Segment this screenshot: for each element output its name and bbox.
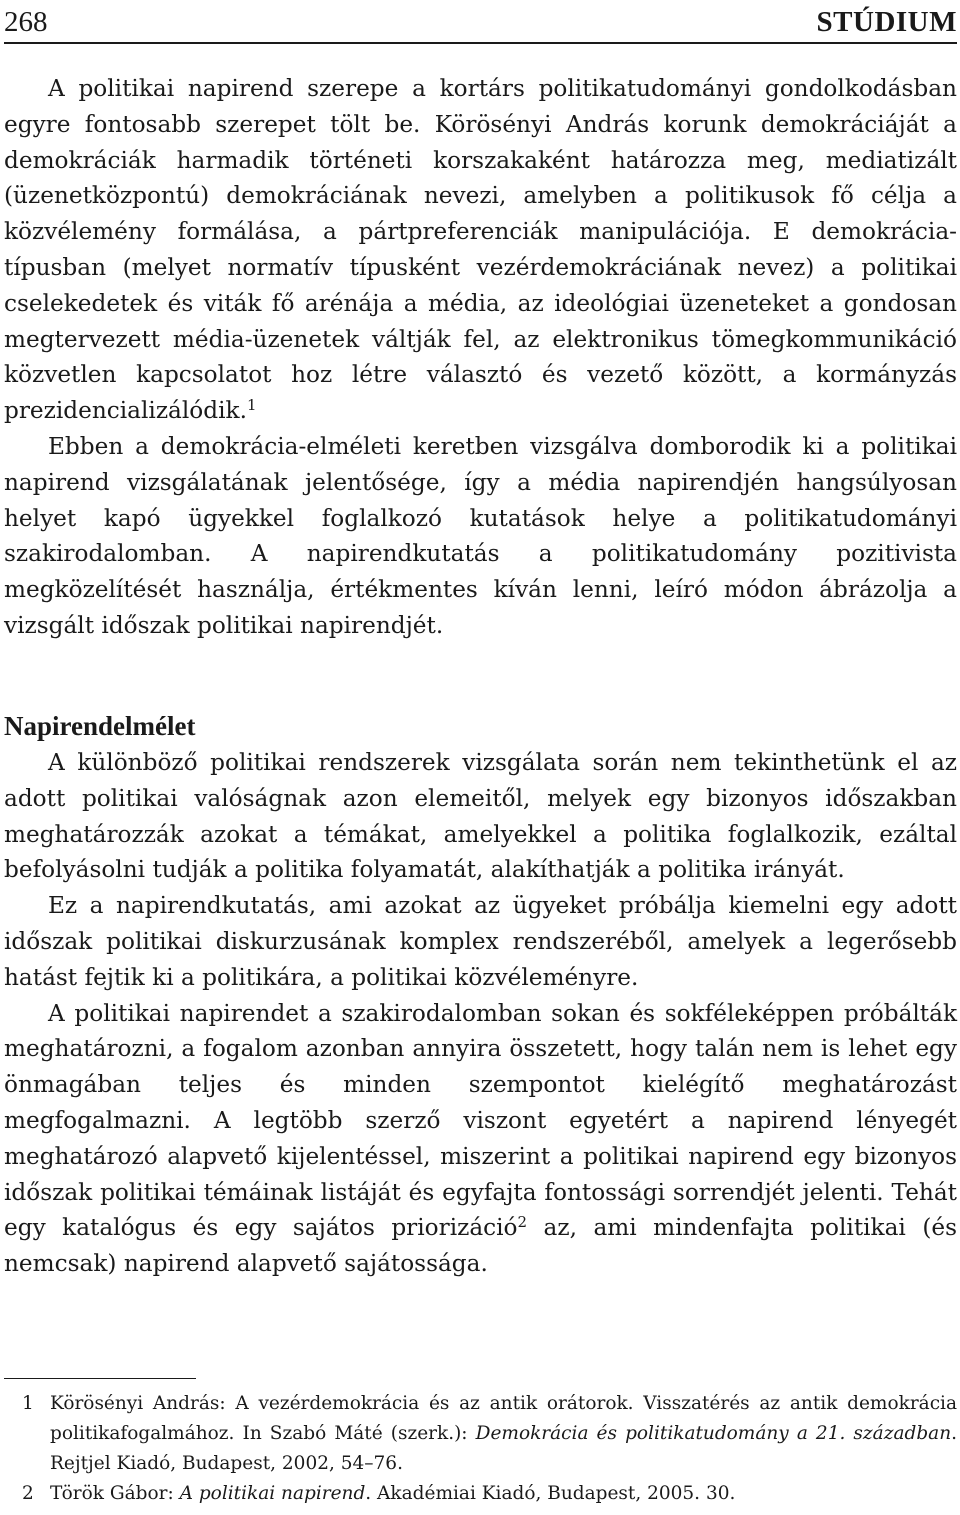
page-header — [4, 4, 957, 44]
footnote-ref[interactable]: 1 — [246, 396, 257, 415]
footnote-number: 1 — [22, 1393, 34, 1414]
paragraph: A különböző politikai rendszerek vizsgálata során nem tekinthetünk el az adott politikai valóságnak azon elemeitől, melyek egy bizonyos időszakban meghatározzák azokat a témákat, amelyekkel a politika foglalkozik, ezáltal befolyásolni tudják a politika folyamatát, alakíthatják a politika irányát. — [4, 749, 957, 884]
footnotes — [4, 1389, 957, 1509]
footnote-text: Körösényi András: A vezérdemokrácia és az antik orátorok. Visszatérés az antik demokrácia politikafogalmához. In Szabó Máté (szerk.): Demokrácia és politikatudomány a 21. században. Rejtjel Kiadó, Budapest, 2002, 54–76. — [50, 1393, 957, 1474]
footnote-divider — [4, 1378, 196, 1379]
napirendelmelet-section — [4, 745, 957, 1282]
footnote-text: Török Gábor: A politikai napirend. Akadémiai Kiadó, Budapest, 2005. 30. — [50, 1483, 736, 1504]
section-heading: Napirendelmélet — [4, 711, 196, 741]
intro-section — [4, 71, 957, 644]
paragraph: A politikai napirend szerepe a kortárs politikatudományi gondolkodásban egyre fontosabb szerepet tölt be. Körösényi András korunk demokráciáját a demokráciák harmadik történeti korszakaként határozza meg, mediatizált (üzenetközpontú) demokráciának nevezi, amelyben a politikusok fő célja a közvélemény formálása, a pártpreferenciák manipulációja. E demokrácia-típusban (melyet normatív típusként vezérdemokráciának nevez) a politikai cselekedetek és viták fő arénája a média, az ideológiai üzeneteket a gondosan megtervezett média-üzenetek váltják fel, az elektronikus tömegkommunikáció közvetlen kapcsolatot hoz létre választó és vezető között, a kormányzás prezidencializálódik.$^1$ — [4, 75, 957, 425]
page-number: 268 — [4, 6, 48, 38]
journal-title: STÚDIUM — [816, 6, 957, 38]
footnote — [4, 1389, 957, 1479]
paragraph: A politikai napirendet a szakirodalomban sokan és sokféleképpen próbálták meghatározni, a fogalom azonban annyira összetett, hogy talán nem is lehet egy önmagában teljes és minden szempontot kielégítő meghatározást megfogalmazni. A legtöbb szerző viszont egyetért a napirend lényegét meghatározó alapvető kijelentéssel, miszerint a politikai napirend egy bizonyos időszak politikai témáinak listáját és egyfajta fontossági sorrendjét jelenti. Tehát egy katalógus és egy sajátos priorizáció$^2$ az, ami mindenfajta politikai (és nemcsak) napirend alapvető sajátossága. — [4, 999, 957, 1278]
paragraph: Ez a napirendkutatás, ami azokat az ügyeket próbálja kiemelni egy adott időszak politikai diskurzusának komplex rendszeréből, amelyek a legerősebb hatást fejtik ki a politikára, a politikai közvéleményre. — [4, 892, 957, 991]
paragraph: Ebben a demokrácia-elméleti keretben vizsgálva domborodik ki a politikai napirend vizsgálatának jelentősége, így a média napirendjén hangsúlyosan helyet kapó ügyekkel foglalkozó kutatások helye a politikatudományi szakirodalomban. A napirendkutatás a politikatudomány pozitivista megközelítését használja, értékmentes kíván lenni, leíró módon ábrázolja a vizsgált időszak politikai napirendjét. — [4, 432, 957, 639]
footnote-number: 2 — [22, 1483, 34, 1504]
footnote — [4, 1479, 957, 1509]
footnote-ref[interactable]: 2 — [517, 1213, 528, 1232]
